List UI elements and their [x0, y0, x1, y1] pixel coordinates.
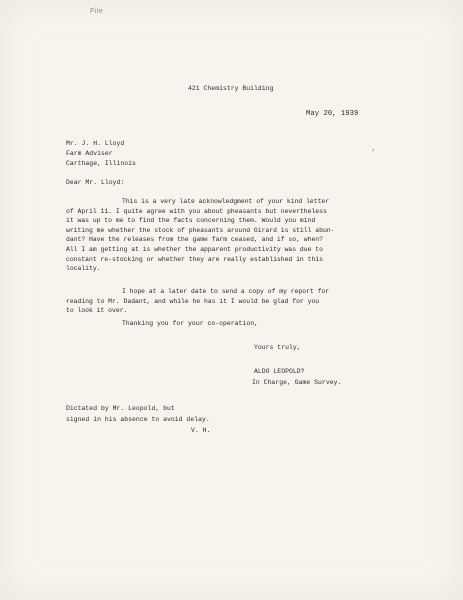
- paragraph-line: This is a very late acknowledgment of your kind letter: [122, 198, 330, 205]
- paragraph-line: All I am getting at is whether the apparent productivity was due to: [66, 245, 323, 253]
- letter-date: May 20, 1939: [306, 110, 359, 118]
- dictation-line-1: Dictated by Mr. Leopold, but: [66, 405, 175, 412]
- file-annotation: File: [90, 6, 104, 15]
- signature-name: ALDO LEOPOLD?: [254, 368, 305, 375]
- recipient-title: Farm Adviser: [66, 150, 113, 157]
- signature-title: In Charge, Game Survey.: [252, 379, 342, 386]
- paragraph-line: reading to Mr. Dadant, and while he has it I would be glad for you: [66, 297, 320, 305]
- paragraph-line: I hope at a later date to send a copy of my report for: [122, 288, 330, 295]
- paragraph-line: it was up to me to find the facts concerning them. Would you mind: [66, 217, 316, 225]
- recipient-city: Carthage, Illinois: [66, 160, 136, 167]
- sender-address: 421 Chemistry Building: [188, 85, 274, 92]
- paragraph-line: dant? Have the releases from the game farm ceased, and if so, when?: [66, 236, 323, 244]
- paragraph-line: of April 11. I quite agree with you about pheasants but nevertheless: [66, 207, 327, 215]
- paragraph-line: to look it over.: [66, 307, 128, 315]
- paragraph-line: locality.: [66, 265, 101, 273]
- closing: Yours truly,: [254, 344, 301, 351]
- thanks-line: Thanking you for your co-operation,: [122, 320, 258, 327]
- recipient-name: Mr. J. H. Lloyd: [66, 140, 125, 147]
- body-paragraph-2: [66, 287, 329, 316]
- dictation-initials: V. H.: [191, 427, 211, 434]
- tick-mark: ›: [372, 147, 375, 154]
- body-paragraph-1: [66, 197, 334, 274]
- dictation-line-2: signed in his absence to avoid delay.: [66, 416, 210, 423]
- paragraph-line: writing me whether the stock of pheasants around Girard is still abun-: [66, 226, 335, 234]
- paragraph-line: constant re-stocking or whether they are really established in this: [66, 255, 323, 263]
- salutation: Dear Mr. Lloyd:: [66, 179, 125, 186]
